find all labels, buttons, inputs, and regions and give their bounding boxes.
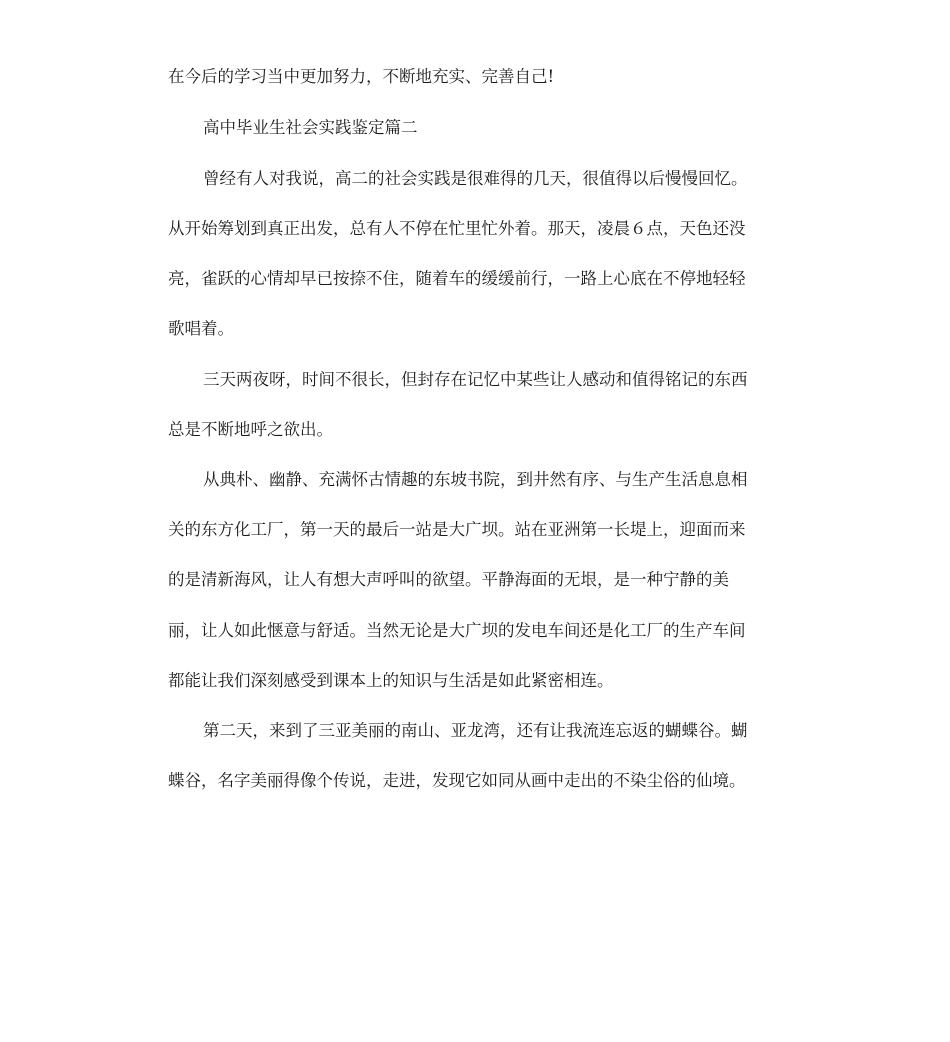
text-line: 曾经有人对我说，高二的社会实践是很难得的几天，很值得以后慢慢回忆。 bbox=[203, 169, 748, 188]
text-line: 第二天，来到了三亚美丽的南山、亚龙湾，还有让我流连忘返的蝴蝶谷。蝴 bbox=[203, 721, 748, 740]
text-line: 蝶谷，名字美丽得像个传说，走进，发现它如同从画中走出的不染尘俗的仙境。 bbox=[168, 771, 746, 790]
section-heading: 高中毕业生社会实践鉴定篇二 bbox=[203, 118, 418, 137]
text-line: 都能让我们深刻感受到课本上的知识与生活是如此紧密相连。 bbox=[168, 671, 614, 690]
text-line: 亮，雀跃的心情却早已按捺不住，随着车的缓缓前行，一路上心底在不停地轻轻 bbox=[168, 269, 746, 288]
text-line: 在今后的学习当中更加努力，不断地充实、完善自己! bbox=[168, 67, 555, 86]
text-line: 三天两夜呀，时间不很长，但封存在记忆中某些让人感动和值得铭记的东西 bbox=[203, 370, 748, 389]
text-line: 关的东方化工厂，第一天的最后一站是大广坝。站在亚洲第一长堤上，迎面而来 bbox=[168, 520, 746, 539]
text-line: 丽，让人如此惬意与舒适。当然无论是大广坝的发电车间还是化工厂的生产车间 bbox=[168, 621, 746, 640]
text-line: 总是不断地呼之欲出。 bbox=[168, 420, 333, 439]
text-line: 从开始筹划到真正出发，总有人不停在忙里忙外着。那天，凌晨６点，天色还没 bbox=[168, 219, 746, 238]
text-line: 的是清新海风，让人有想大声呼叫的欲望。平静海面的无垠，是一种宁静的美 bbox=[168, 570, 729, 589]
text-line: 从典朴、幽静、充满怀古情趣的东坡书院，到井然有序、与生产生活息息相 bbox=[203, 470, 748, 489]
text-line: 歌唱着。 bbox=[168, 319, 234, 338]
